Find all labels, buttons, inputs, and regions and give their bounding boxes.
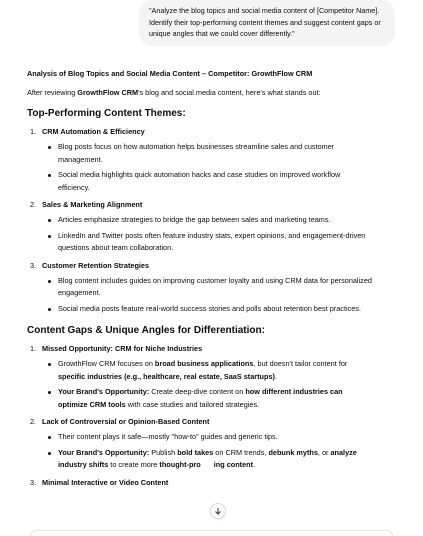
- themes-list: [27, 126, 399, 315]
- section-title-content-gaps: Content Gaps & Unique Angles for Differentiation:: [27, 325, 265, 336]
- bullet-text: , or: [317, 447, 331, 457]
- gap-title: Lack of Controversial or Opinion-Based Content: [42, 417, 210, 426]
- theme-number: 1.: [30, 127, 37, 136]
- bullet-bold-text: how different industries can optimize CRM tools: [58, 387, 343, 409]
- bullet-text: Publish: [149, 447, 178, 457]
- theme-number: 3.: [30, 260, 37, 270]
- arrow-down-icon: [214, 502, 222, 520]
- bullet-text: on CRM trends,: [213, 447, 269, 457]
- intro-paragraph: [27, 87, 399, 98]
- bullet-item: Blog posts focus on how automation helps businesses streamline sales and customer management.: [50, 141, 373, 166]
- bullet-bold-text: ing content: [213, 460, 254, 469]
- theme-item: [27, 126, 399, 194]
- bullet-bold-text: thought-pro: [159, 460, 201, 469]
- bullet-item: Social media highlights quick automation hacks and case studies on improved workflow efficiency.: [50, 169, 373, 194]
- message-composer-edge: [30, 530, 393, 536]
- bullet-bold-text: broad business applications: [154, 359, 254, 368]
- theme-item: [27, 199, 399, 255]
- assistant-response: [27, 68, 399, 488]
- bullet-bold-text: analyze industry shifts: [58, 447, 357, 469]
- intro-suffix: 's blog and social media content, here's what stands out:: [138, 88, 321, 97]
- gap-number: 3.: [30, 477, 37, 487]
- bullet-item: Articles emphasize strategies to bridge the gap between sales and marketing teams.: [50, 214, 373, 227]
- bullet-text: GrowthFlow CRM focuses on: [58, 359, 155, 368]
- intro-competitor-name: GrowthFlow CRM: [77, 88, 139, 97]
- opportunity-label: Your Brand's Opportunity:: [58, 447, 150, 457]
- bullet-text: .: [253, 460, 256, 469]
- bullet-item: LinkedIn and Twitter posts often feature industry stats, expert opinions, and engagement-driven questions about team collaboration.: [50, 230, 373, 255]
- gap-title: Minimal Interactive or Video Content: [42, 477, 169, 487]
- bullet-bold-text: bold takes: [177, 447, 214, 457]
- bullet-item: Their content plays it safe—mostly "how-to" guides and generic tips.: [50, 431, 373, 444]
- bullet-text: to create more: [108, 460, 160, 469]
- theme-title: Customer Retention Strategies: [42, 260, 150, 270]
- opportunity-label: Your Brand's Opportunity:: [58, 387, 150, 396]
- bullet-text: with case studies and tailored strategies.: [125, 399, 260, 409]
- bullet-item: Social media posts feature real-world success stories and polls about retention best practices.: [50, 303, 373, 316]
- theme-title: Sales & Marketing Alignment: [42, 200, 143, 209]
- gap-number: 2.: [30, 417, 37, 426]
- bullet-item: [50, 386, 373, 411]
- bullet-text: .: [274, 371, 277, 381]
- bullet-text: Create deep-dive content on: [149, 387, 246, 396]
- analysis-title: Analysis of Blog Topics and Social Media Content – Competitor: GrowthFlow CRM: [27, 69, 313, 78]
- gap-item: [27, 477, 399, 488]
- theme-number: 2.: [30, 200, 37, 209]
- gap-title: Missed Opportunity: CRM for Niche Industries: [42, 344, 203, 353]
- intro-prefix: After reviewing: [27, 88, 78, 97]
- bullet-item: Blog content includes guides on improving customer loyalty and using CRM data for personalized engagement.: [50, 275, 373, 300]
- gap-number: 1.: [30, 344, 37, 353]
- theme-title: CRM Automation & Efficiency: [42, 127, 145, 136]
- bullet-bold-text: debunk myths: [268, 447, 318, 457]
- gaps-list: [27, 343, 399, 488]
- gap-item: [27, 416, 399, 472]
- user-message-bubble: [139, 0, 395, 46]
- theme-item: [27, 260, 399, 316]
- section-title-top-themes: Top-Performing Content Themes:: [27, 108, 186, 119]
- user-message-text: "Analyze the blog topics and social media content of [Competitor Name]. Identify their top-performing content themes and suggest content gaps or unique angles that we could cover differently.": [149, 6, 381, 38]
- gap-item: [27, 343, 399, 411]
- bullet-text: , but doesn't tailor content for: [253, 359, 348, 368]
- bullet-item: [50, 447, 373, 472]
- bullet-bold-text: specific industries (e.g., healthcare, real estate, SaaS startups): [58, 371, 275, 381]
- scroll-to-bottom-button[interactable]: [210, 503, 226, 519]
- bullet-item: [50, 358, 373, 383]
